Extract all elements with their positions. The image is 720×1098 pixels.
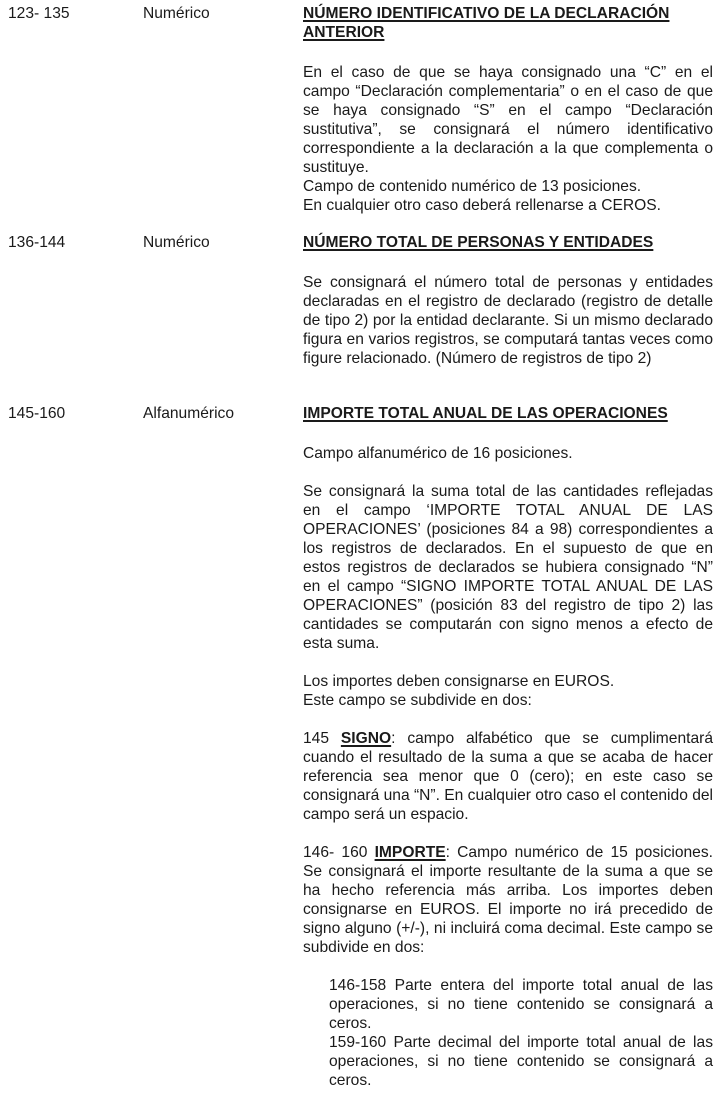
signo-text: : campo alfabético que se cumplimentará cuando el resultado de la suma a que se acaba de hacer referencia sea menor que 0 (cero); en este caso se consignará una “N”. En cualquier otro caso el contenido del campo será un espacio. [303,730,714,823]
field-description [303,404,713,1090]
importe-paragraph [303,843,713,957]
field-position: 136-144 [8,234,66,251]
importe-label: IMPORTE [374,844,446,861]
field-title: NÚMERO IDENTIFICATIVO DE LA DECLARACIÓN ANTERIOR [303,5,670,41]
field-paragraph: Campo alfanumérico de 16 posiciones. [303,445,573,462]
field-paragraph: Campo de contenido numérico de 13 posiciones. [303,178,642,195]
field-type: Numérico [143,5,210,22]
field-paragraph: En cualquier otro caso deberá rellenarse a CEROS. [303,197,661,214]
field-paragraph: Este campo se subdivide en dos: [303,692,532,709]
importe-prefix: 146- 160 [303,844,375,861]
subpart-item: 146-158 Parte entera del importe total anual de las operaciones, si no tiene contenido se consignará a ceros. [329,977,713,1032]
signo-label: SIGNO [340,730,392,747]
field-description [303,233,713,368]
signo-paragraph [303,729,713,824]
field-paragraph: En el caso de que se haya consignado una “C” en el campo “Declaración complementaria” o en el caso de que se haya consignado “S” en el campo “Declaración sustitutiva”, se consignará el número identificativo correspondiente a la declaración a la que complementa o sustituye. [303,64,713,176]
field-paragraph: Se consignará la suma total de las cantidades reflejadas en el campo ‘IMPORTE TOTAL ANUAL DE LAS OPERACIONES’ (posiciones 84 a 98) correspondientes a los registros de declarados. En el supuesto de que en estos registros de declarados se hubiera consignado “N” en el campo “SIGNO IMPORTE TOTAL ANUAL DE LAS OPERACIONES” (posición 83 del registro de tipo 2) las cantidades se computarán con signo menos a efecto de esta suma. [303,483,713,652]
field-description [303,4,713,215]
subpart-item: 159-160 Parte decimal del importe total anual de las operaciones, si no tiene contenido se consignará a ceros. [329,1034,713,1089]
field-type: Alfanumérico [143,405,235,422]
field-title: IMPORTE TOTAL ANUAL DE LAS OPERACIONES [303,405,668,422]
field-position: 145-160 [8,405,66,422]
field-paragraph: Se consignará el número total de personas y entidades declaradas en el registro de declarado (registro de detalle de tipo 2) por la entidad declarante. Si un mismo declarado figura en varios registros, se computará tantas veces como figure relacionado. (Número de registros de tipo 2) [303,274,713,367]
field-position: 123- 135 [8,5,70,22]
signo-prefix: 145 [303,730,341,747]
field-type: Numérico [143,234,210,251]
field-paragraph: Los importes deben consignarse en EUROS. [303,673,615,690]
importe-text: : Campo numérico de 15 posiciones. Se consignará el importe resultante de la suma a que se ha hecho referencia más arriba. Los importes deben consignarse en EUROS. El importe no irá precedido de signo alguno (+/-), ni incluirá coma decimal. Este campo se subdivide en dos: [303,844,713,956]
field-title: NÚMERO TOTAL DE PERSONAS Y ENTIDADES [303,234,654,251]
